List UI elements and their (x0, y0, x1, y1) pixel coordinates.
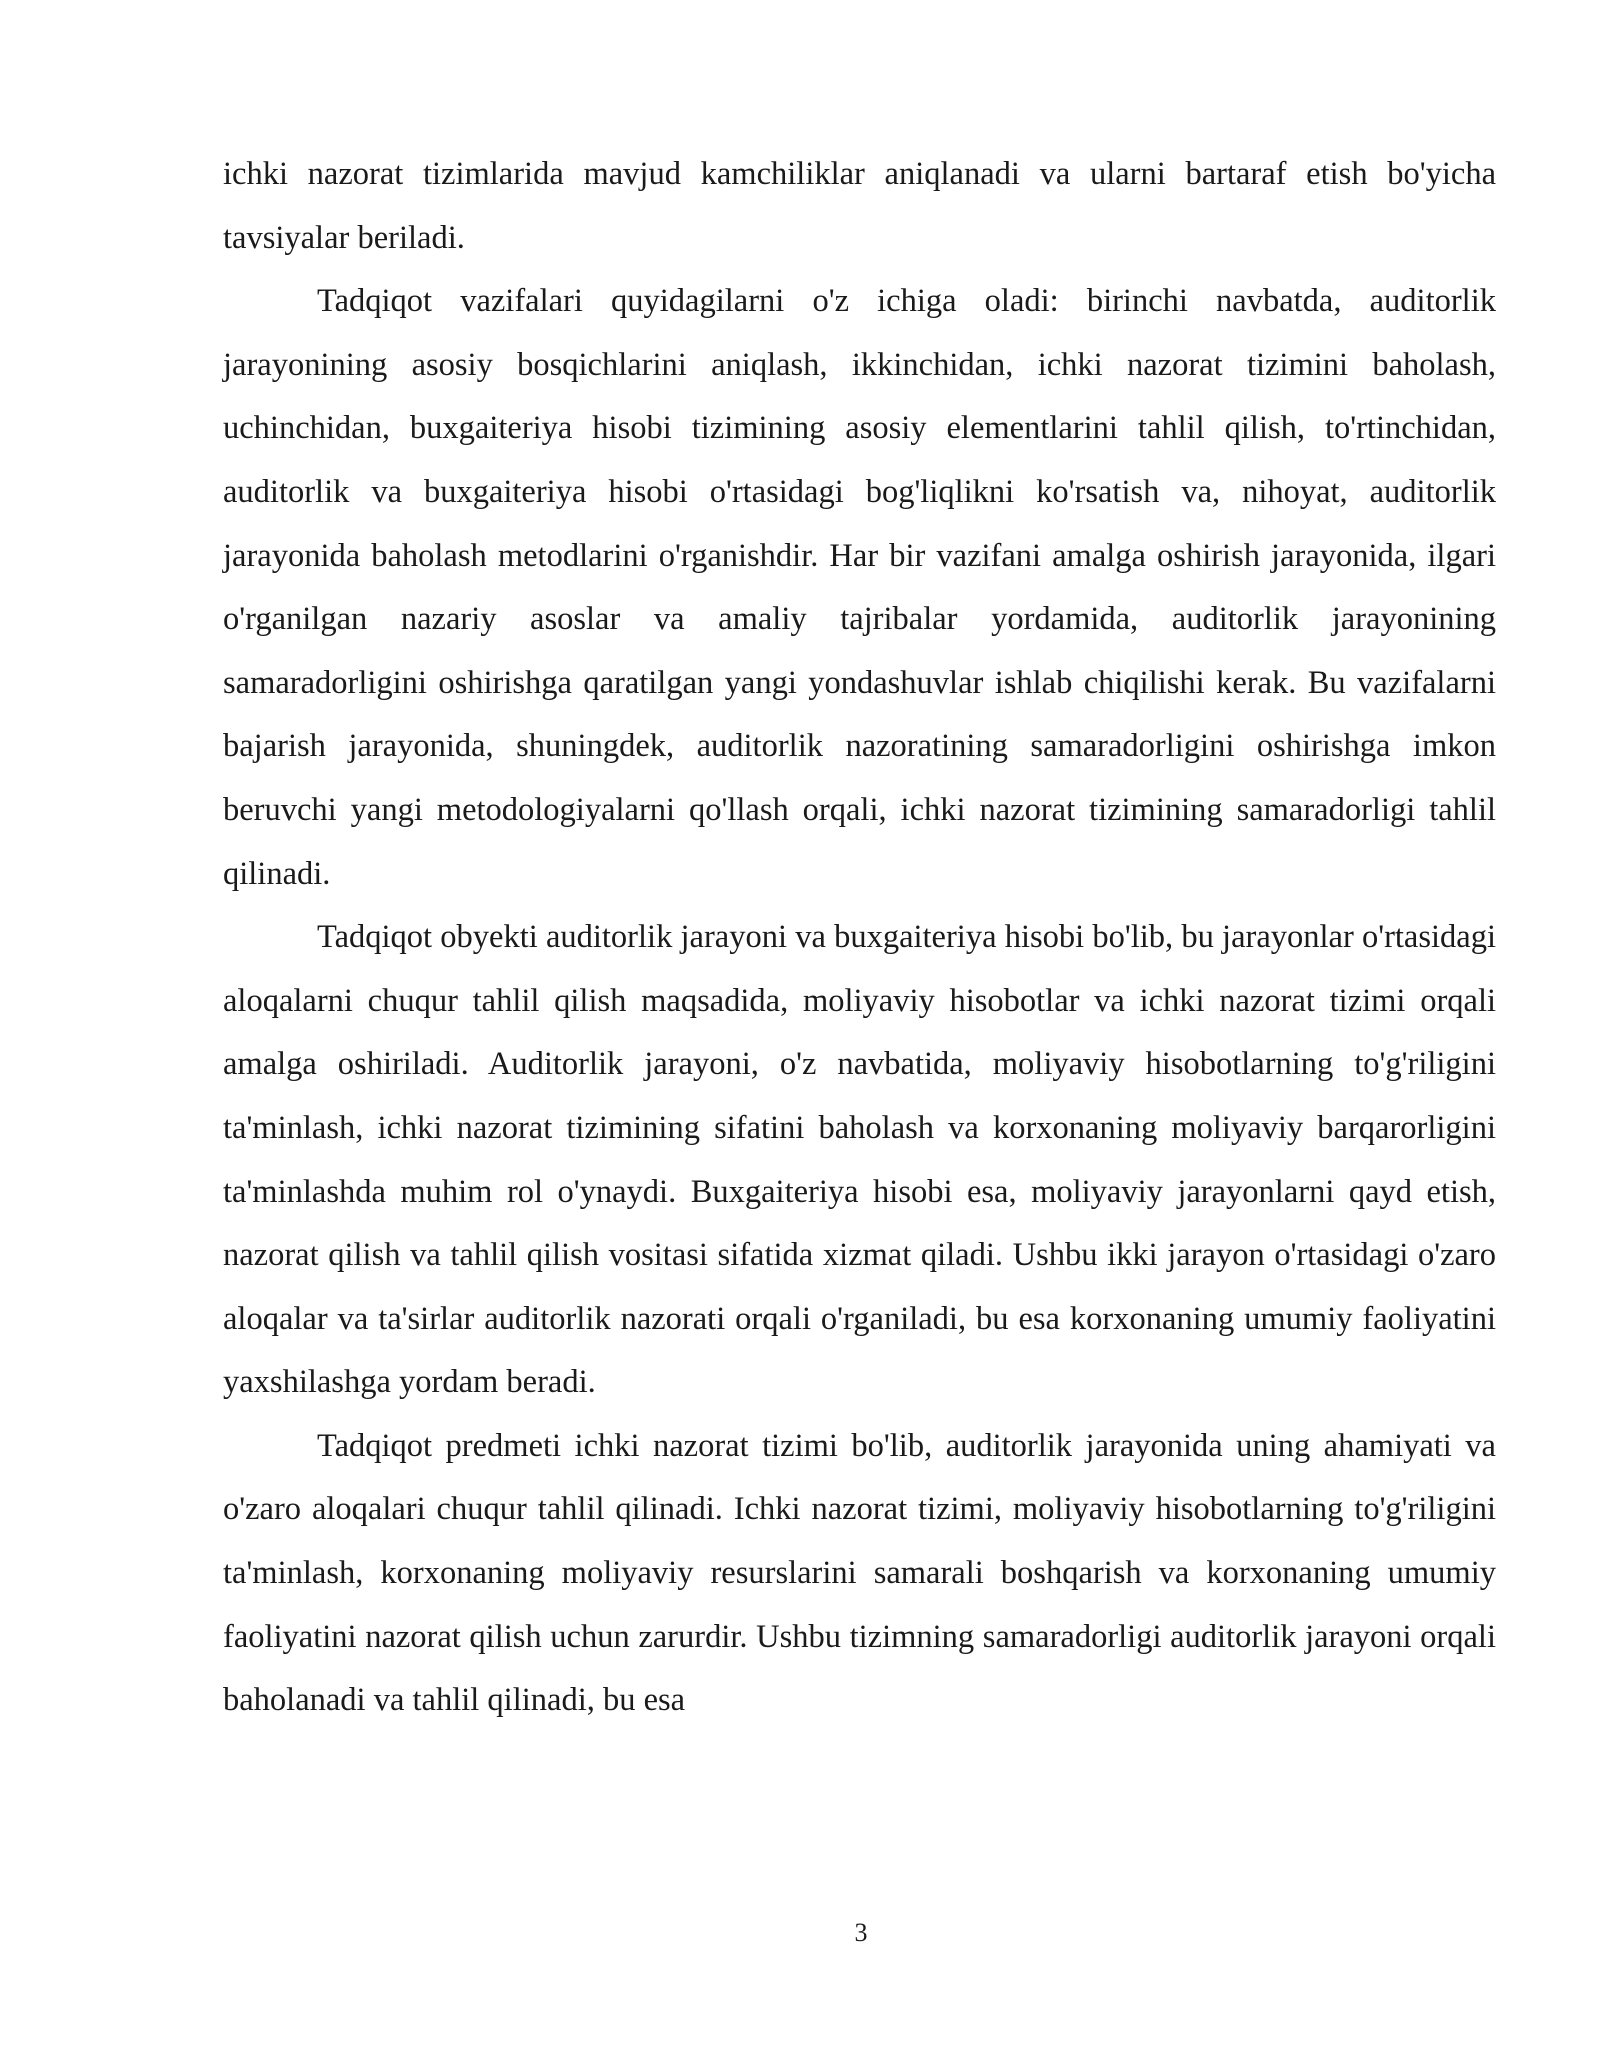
body-text (223, 143, 1496, 1733)
page-number: 3 (854, 1918, 868, 1947)
paragraph-1: ichki nazorat tizimlarida mavjud kamchiliklar aniqlanadi va ularni bartaraf etish bo'yicha tavsiyalar beriladi. (223, 156, 1496, 256)
paragraph-2: Tadqiqot vazifalari quyidagilarni o'z ichiga oladi: birinchi navbatda, auditorlik jarayonining asosiy bosqichlarini aniqlash, ikkinchidan, ichki nazorat tizimini baholash, uchinchidan, buxgaiteriya hisobi tizimining asosiy elementlarini tahlil qilish, to'rtinchidan, auditorlik va buxgaiteriya hisobi o'rtasidagi bog'liqlikni ko'rsatish va, nihoyat, auditorlik jarayonida baholash metodlarini o'rganishdir. Har bir vazifani amalga oshirish jarayonida, ilgari o'rganilgan nazariy asoslar va amaliy tajribalar yordamida, auditorlik jarayonining samaradorligini oshirishga qaratilgan yangi yondashuvlar ishlab chiqilishi kerak. Bu vazifalarni bajarish jarayonida, shuningdek, auditorlik nazoratining samaradorligini oshirishga imkon beruvchi yangi metodologiyalarni qo'llash orqali, ichki nazorat tizimining samaradorligi tahlil qilinadi. (223, 283, 1496, 892)
paragraph-3: Tadqiqot obyekti auditorlik jarayoni va buxgaiteriya hisobi bo'lib, bu jarayonlar o'rtasidagi aloqalarni chuqur tahlil qilish maqsadida, moliyaviy hisobotlar va ichki nazorat tizimi orqali amalga oshiriladi. Auditorlik jarayoni, o'z navbatida, moliyaviy hisobotlarning to'g'riligini ta'minlash, ichki nazorat tizimining sifatini baholash va korxonaning moliyaviy barqarorligini ta'minlashda muhim rol o'ynaydi. Buxgaiteriya hisobi esa, moliyaviy jarayonlarni qayd etish, nazorat qilish va tahlil qilish vositasi sifatida xizmat qiladi. Ushbu ikki jarayon o'rtasidagi o'zaro aloqalar va ta'sirlar auditorlik nazorati orqali o'rganiladi, bu esa korxonaning umumiy faoliyatini yaxshilashga yordam beradi. (223, 919, 1496, 1401)
paragraph-4: Tadqiqot predmeti ichki nazorat tizimi bo'lib, auditorlik jarayonida uning ahamiyati va o'zaro aloqalari chuqur tahlil qilinadi. Ichki nazorat tizimi, moliyaviy hisobotlarning to'g'riligini ta'minlash, korxonaning moliyaviy resurslarini samarali boshqarish va korxonaning umumiy faoliyatini nazorat qilish uchun zarurdir. Ushbu tizimning samaradorligi auditorlik jarayoni orqali baholanadi va tahlil qilinadi, bu esa (223, 1427, 1496, 1719)
